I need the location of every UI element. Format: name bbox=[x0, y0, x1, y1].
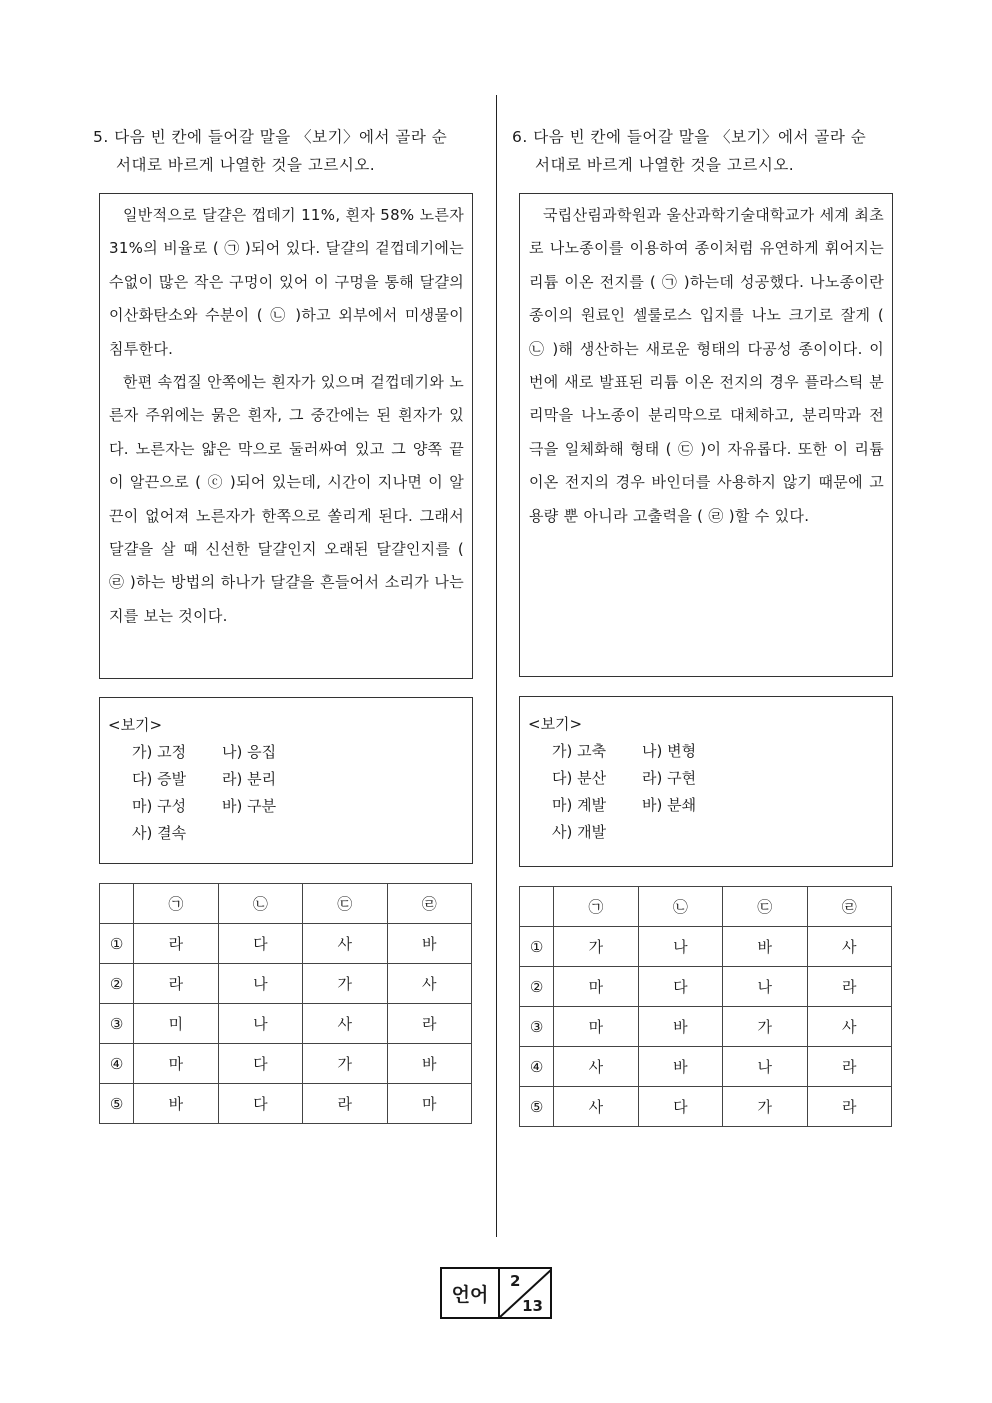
table-cell: 마 bbox=[387, 1084, 471, 1124]
table-cell: 가 bbox=[303, 964, 387, 1004]
table-cell: 가 bbox=[554, 927, 638, 967]
table-cell bbox=[520, 887, 554, 927]
table-cell: ㉡ bbox=[218, 884, 302, 924]
table-cell: 다 bbox=[218, 924, 302, 964]
bogi-option: 사) 개발 bbox=[552, 823, 607, 841]
table-cell: ㉡ bbox=[638, 887, 722, 927]
table-cell: 바 bbox=[638, 1047, 722, 1087]
bogi-title: <보기> bbox=[108, 716, 163, 734]
bogi-option: 가) 고축 bbox=[552, 742, 607, 760]
table-row[interactable] bbox=[520, 1047, 892, 1087]
table-cell: ㉠ bbox=[554, 887, 638, 927]
bogi-option: 가) 고정 bbox=[132, 743, 187, 761]
bogi-row bbox=[108, 766, 464, 793]
table-cell: ㉠ bbox=[134, 884, 218, 924]
table-row[interactable] bbox=[100, 924, 472, 964]
bogi-option: 바) 구분 bbox=[222, 797, 277, 815]
table-cell: 가 bbox=[303, 1044, 387, 1084]
table-row[interactable] bbox=[520, 1087, 892, 1127]
choice-label[interactable]: ② bbox=[520, 967, 554, 1007]
table-cell: 다 bbox=[638, 967, 722, 1007]
question-6-title bbox=[512, 123, 902, 179]
bogi-row bbox=[108, 820, 464, 847]
bogi-option: 라) 분리 bbox=[222, 770, 277, 788]
table-cell: ㉢ bbox=[723, 887, 807, 927]
table-row[interactable] bbox=[520, 1007, 892, 1047]
table-cell: 미 bbox=[134, 1004, 218, 1044]
table-cell bbox=[100, 884, 134, 924]
table-cell: 라 bbox=[387, 1004, 471, 1044]
bogi-row bbox=[528, 765, 884, 792]
table-cell: 나 bbox=[723, 967, 807, 1007]
question-number: 6. bbox=[512, 128, 528, 146]
table-cell: 사 bbox=[387, 964, 471, 1004]
table-cell: 라 bbox=[134, 924, 218, 964]
table-row[interactable] bbox=[520, 967, 892, 1007]
table-cell: 라 bbox=[807, 967, 891, 1007]
bogi-row bbox=[108, 793, 464, 820]
table-row[interactable] bbox=[100, 964, 472, 1004]
bogi-option: 나) 변형 bbox=[642, 742, 697, 760]
table-cell: 가 bbox=[723, 1087, 807, 1127]
table-cell: 가 bbox=[723, 1007, 807, 1047]
choice-label[interactable]: ⑤ bbox=[520, 1087, 554, 1127]
table-cell: 라 bbox=[807, 1087, 891, 1127]
choice-label[interactable]: ② bbox=[100, 964, 134, 1004]
table-row[interactable] bbox=[100, 1004, 472, 1044]
table-cell: 라 bbox=[807, 1047, 891, 1087]
bogi-option: 바) 분쇄 bbox=[642, 796, 697, 814]
table-cell: 나 bbox=[638, 927, 722, 967]
bogi-option: 마) 계발 bbox=[552, 796, 607, 814]
current-page: 2 bbox=[510, 1272, 521, 1290]
table-row[interactable] bbox=[100, 1084, 472, 1124]
table-header-row bbox=[520, 887, 892, 927]
table-cell: 바 bbox=[723, 927, 807, 967]
question-6-bogi bbox=[519, 696, 893, 867]
table-cell: 사 bbox=[554, 1087, 638, 1127]
table-cell: 나 bbox=[218, 964, 302, 1004]
table-cell: 마 bbox=[554, 1007, 638, 1047]
choice-label[interactable]: ⑤ bbox=[100, 1084, 134, 1124]
choice-label[interactable]: ① bbox=[520, 927, 554, 967]
table-cell: 사 bbox=[303, 1004, 387, 1044]
choice-label[interactable]: ① bbox=[100, 924, 134, 964]
bogi-row bbox=[108, 739, 464, 766]
bogi-row bbox=[528, 819, 884, 846]
choice-label[interactable]: ③ bbox=[100, 1004, 134, 1044]
table-cell: ㉣ bbox=[387, 884, 471, 924]
bogi-option: 마) 구성 bbox=[132, 797, 187, 815]
question-6-answer-table bbox=[519, 886, 892, 1127]
choice-label[interactable]: ③ bbox=[520, 1007, 554, 1047]
table-cell: 사 bbox=[554, 1047, 638, 1087]
question-number: 5. bbox=[93, 128, 109, 146]
subject-label: 언어 bbox=[442, 1269, 500, 1317]
table-row[interactable] bbox=[100, 1044, 472, 1084]
table-cell: 다 bbox=[218, 1084, 302, 1124]
question-5-title bbox=[93, 123, 483, 179]
question-5-passage bbox=[99, 193, 473, 679]
table-cell: 바 bbox=[134, 1084, 218, 1124]
bogi-option: 나) 응집 bbox=[222, 743, 277, 761]
bogi-row bbox=[528, 738, 884, 765]
bogi-option: 라) 구현 bbox=[642, 769, 697, 787]
table-cell: 마 bbox=[134, 1044, 218, 1084]
choice-label[interactable]: ④ bbox=[100, 1044, 134, 1084]
question-5-answer-table bbox=[99, 883, 472, 1124]
table-cell: 사 bbox=[807, 927, 891, 967]
table-cell: 사 bbox=[303, 924, 387, 964]
table-cell: ㉢ bbox=[303, 884, 387, 924]
question-6-passage bbox=[519, 193, 893, 677]
table-cell: 마 bbox=[554, 967, 638, 1007]
passage-paragraph: 일반적으로 달걀은 껍데기 11%, 흰자 58% 노른자 31%의 비율로 ( ㉠ )되어 있다. 달걀의 겉껍데기에는 수없이 많은 작은 구멍이 있어 이 구멍을 통해 달걀의 이산화탄소와 수분이 ( ㉡ )하고 외부에서 미생물이 침투한다. bbox=[109, 206, 464, 358]
table-cell: 바 bbox=[387, 1044, 471, 1084]
page-indicator bbox=[500, 1269, 550, 1317]
total-pages: 13 bbox=[522, 1297, 543, 1315]
table-row[interactable] bbox=[520, 927, 892, 967]
table-cell: 바 bbox=[638, 1007, 722, 1047]
table-cell: ㉣ bbox=[807, 887, 891, 927]
page-footer-box bbox=[440, 1267, 552, 1319]
bogi-option: 사) 결속 bbox=[132, 824, 187, 842]
table-cell: 다 bbox=[638, 1087, 722, 1127]
bogi-row bbox=[528, 792, 884, 819]
bogi-option: 다) 분산 bbox=[552, 769, 607, 787]
bogi-title: <보기> bbox=[528, 715, 583, 733]
table-cell: 나 bbox=[723, 1047, 807, 1087]
table-header-row bbox=[100, 884, 472, 924]
question-title-line2: 서대로 바르게 나열한 것을 고르시오. bbox=[116, 156, 376, 174]
passage-paragraph: 한편 속껍질 안쪽에는 흰자가 있으며 겉껍데기와 노른자 주위에는 묽은 흰자, 그 중간에는 된 흰자가 있다. 노른자는 얇은 막으로 둘러싸여 있고 그 양쪽 끝이 알끈으로 ( ⓒ )되어 있는데, 시간이 지나면 이 알끈이 없어져 노른자가 한쪽으로 쏠리게 된다. 그래서 달걀을 살 때 신선한 달걀인지 오래된 달걀인지를 ( ㉣ )하는 방법의 하나가 달걀을 흔들어서 소리가 나는지를 보는 것이다. bbox=[109, 373, 465, 625]
passage-paragraph: 국립산림과학원과 울산과학기술대학교가 세계 최초로 나노종이를 이용하여 종이처럼 유연하게 휘어지는 리튬 이온 전지를 ( ㉠ )하는데 성공했다. 나노종이란 종이의 원료인 셀룰로스 입지를 나노 크기로 잘게 ( ㉡ )해 생산하는 새로운 형태의 다공성 종이이다. 이번에 새로 발표된 리튬 이온 전지의 경우 플라스틱 분리막을 나노종이 분리막으로 대체하고, 분리막과 전극을 일체화해 형태 ( ㉢ )이 자유롭다. 또한 이 리튬 이온 전지의 경우 바인더를 사용하지 않기 때문에 고용량 뿐 아니라 고출력을 ( ㉣ )할 수 있다. bbox=[529, 206, 884, 525]
table-cell: 라 bbox=[303, 1084, 387, 1124]
choice-label[interactable]: ④ bbox=[520, 1047, 554, 1087]
table-cell: 다 bbox=[218, 1044, 302, 1084]
question-5-bogi bbox=[99, 697, 473, 864]
column-divider bbox=[496, 95, 497, 1237]
table-cell: 바 bbox=[387, 924, 471, 964]
bogi-option: 다) 증발 bbox=[132, 770, 187, 788]
table-cell: 사 bbox=[807, 1007, 891, 1047]
table-cell: 라 bbox=[134, 964, 218, 1004]
question-title-line2: 서대로 바르게 나열한 것을 고르시오. bbox=[535, 156, 795, 174]
question-title-line1: 다음 빈 칸에 들어갈 말을 〈보기〉에서 골라 순 bbox=[114, 128, 448, 146]
question-title-line1: 다음 빈 칸에 들어갈 말을 〈보기〉에서 골라 순 bbox=[533, 128, 867, 146]
table-cell: 나 bbox=[218, 1004, 302, 1044]
